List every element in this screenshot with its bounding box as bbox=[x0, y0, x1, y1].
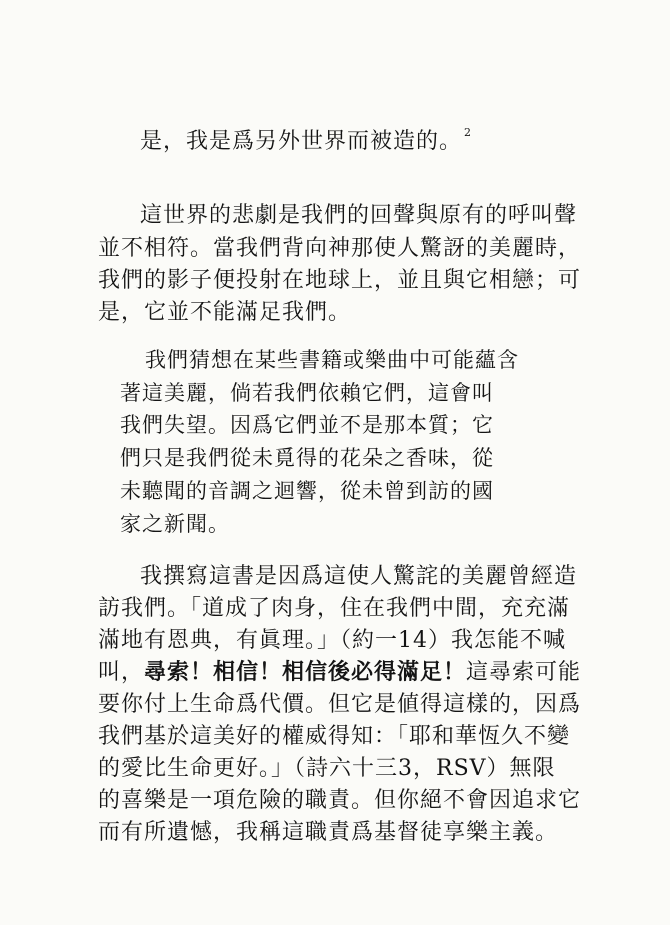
paragraph-line: 要你付上生命爲代價。但它是値得這樣的，因爲 bbox=[98, 692, 582, 717]
footnote-marker: 2 bbox=[464, 126, 473, 139]
paragraph-line bbox=[98, 658, 581, 688]
quote-line: 家之新聞。 bbox=[120, 512, 230, 536]
paragraph-line: 訪我們。「道成了肉身，住在我們中間，充充滿 bbox=[98, 596, 571, 621]
paragraph-line: 我們的影子便投射在地球上，並且與它相戀；可 bbox=[98, 268, 582, 293]
paragraph-line: 這世界的悲劇是我們的回聲與原有的呼叫聲 bbox=[140, 203, 578, 228]
paragraph-line: 是，它並不能滿足我們。 bbox=[98, 300, 352, 325]
paragraph-line: 並不相符。當我們背向神那使人驚訝的美麗時， bbox=[98, 236, 582, 261]
paragraph-line: 的喜樂是一項危險的職責。但你絕不會因追求它 bbox=[98, 788, 582, 813]
line-text: 這尋索可能 bbox=[466, 660, 582, 685]
quote-line: 我們失望。因爲它們並不是那本質；它 bbox=[120, 413, 494, 437]
paragraph-line: 的愛比生命更好。」（詩六十三3，RSV）無限 bbox=[98, 756, 556, 781]
quote-line: 未聽聞的音調之迴響，從未曾到訪的國 bbox=[120, 479, 494, 503]
quote-line: 著這美麗，倘若我們依賴它們，這會叫 bbox=[120, 381, 494, 405]
quote-line: 們只是我們從未覓得的花朵之香味，從 bbox=[120, 446, 494, 470]
opening-line bbox=[140, 118, 472, 157]
opening-text: 是，我是爲另外世界而被造的。 bbox=[140, 129, 463, 154]
paragraph-line: 滿地有恩典，有眞理。」（約一14）我怎能不喊 bbox=[98, 628, 566, 653]
line-text: 叫， bbox=[98, 660, 145, 685]
emphasis-text: 尋索！相信！相信後必得滿足！ bbox=[144, 660, 467, 685]
quote-line: 我們猜想在某些書籍或樂曲中可能蘊含 bbox=[145, 348, 519, 372]
paragraph-line: 我撰寫這書是因爲這使人驚詫的美麗曾經造 bbox=[140, 564, 578, 589]
paragraph-line: 而有所遺憾，我稱這職責爲基督徒享樂主義。 bbox=[98, 820, 559, 845]
paragraph-line: 我們基於這美好的權威得知：「耶和華恆久不變 bbox=[98, 724, 571, 749]
